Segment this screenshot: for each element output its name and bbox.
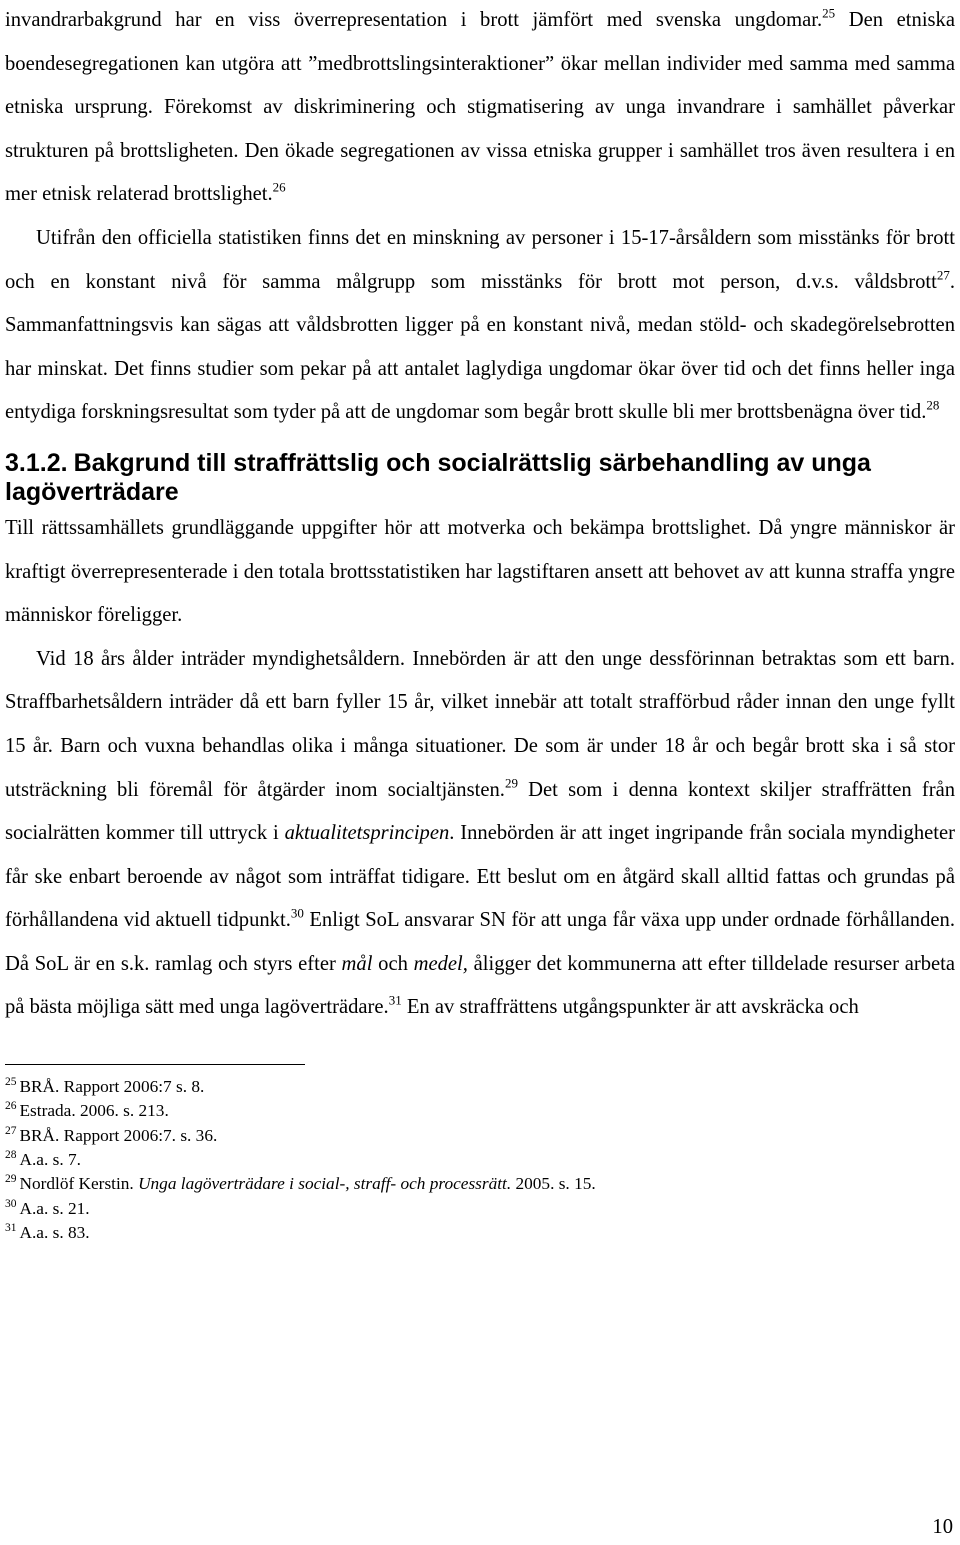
footnote-number: 29 xyxy=(5,1173,17,1186)
document-page xyxy=(5,0,955,1245)
footnote-item xyxy=(5,1124,955,1148)
footnote-text: BRÅ. Rapport 2006:7 s. 8. xyxy=(19,1077,205,1097)
footnote-ref-27[interactable]: 27 xyxy=(936,267,950,283)
paragraph-text: Det som i denna kontext skiljer straffrätten från socialrätten kommer till uttryck i xyxy=(5,778,955,845)
section-title: Bakgrund till straffrättslig och socialrättslig särbehandling av unga lagöverträdare xyxy=(5,448,871,506)
page-number: 10 xyxy=(932,1516,953,1538)
paragraph-text: . Sammanfattningsvis kan sägas att våldsbrotten ligger på en konstant nivå, medan stöld- och skadegörelsebrotten har minskat. Det finns studier som pekar på att antalet laglydiga ungdomar ökar över tid och det finns heller inga entydiga forskningsresultat som tyder på att de ungdomar som begår brott skulle bli mer brottsbenägna över tid. xyxy=(5,270,955,424)
footnote-text: A.a. s. 21. xyxy=(19,1198,90,1218)
paragraph-text: Enligt SoL ansvarar SN för att unga får växa upp under ordnade förhållanden. Då SoL är en s.k. ramlag och styrs efter xyxy=(5,909,955,975)
footnote-item xyxy=(5,1075,955,1099)
footnote-item xyxy=(5,1221,955,1245)
emphasis-term: mål xyxy=(341,952,373,975)
emphasis-term: aktualitetsprincipen xyxy=(284,822,450,845)
paragraph-text: åligger det kommunerna att efter tilldelade resurser arbeta på bästa möjliga sätt med unga lagöverträdare. xyxy=(5,952,955,1019)
paragraph-background xyxy=(5,507,955,638)
footnotes xyxy=(5,1075,955,1245)
paragraph-text: Utifrån den officiella statistiken finns det en minskning av personer i 15-17-årsåldern som misstänks för brott och en konstant nivå för samma målgrupp som misstänks för brott mot person, d.v.s. våldsbrott xyxy=(5,226,955,293)
footnote-item xyxy=(5,1148,955,1172)
section-heading xyxy=(5,449,955,507)
paragraph-text: Vid 18 års ålder inträder myndighetsåldern. Innebörden är att den unge dessförinnan betraktas som ett barn. Straffbarhetsåldern inträder då ett barn fyller 15 år, vilket innebär att totalt strafförbud råder innan den unge fyllt 15 år. Barn och vuxna behandlas olika i många situationer. De som är under 18 år och begår brott ska i så stor utsträckning bli föremål för åtgärder inom socialtjänsten. xyxy=(5,647,955,801)
paragraph-text: invandrarbakgrund har en viss överrepresentation i brott jämfört med svenska ungdomar. xyxy=(5,9,823,31)
footnote-text: A.a. s. 7. xyxy=(19,1149,81,1169)
footnote-number: 27 xyxy=(5,1124,17,1137)
footnote-number: 26 xyxy=(5,1100,17,1113)
footnote-ref-26[interactable]: 26 xyxy=(272,179,286,195)
footnote-text: BRÅ. Rapport 2006:7. s. 36. xyxy=(19,1125,218,1145)
footnote-ref-30[interactable]: 30 xyxy=(290,905,304,921)
footnote-divider xyxy=(5,1064,305,1065)
footnote-item xyxy=(5,1099,955,1123)
paragraph-majority-age xyxy=(5,638,955,1030)
paragraph-text: Till rättssamhällets grundläggande uppgifter hör att motverka och bekämpa brottslighet. Då yngre människor är kraftigt överrepresenterade i den totala brottsstatistiken har lagstiftaren ansett att behovet av att kunna straffa yngre människor föreligger. xyxy=(5,516,955,627)
paragraph-text: Den etniska boendesegregationen kan utgöra att ”medbrottslingsinteraktioner” ökar mellan individer med samma med samma etniska ursprung. Förekomst av diskriminering och stigmatisering av unga invandrare i samhället påverkar strukturen på brottsligheten. Den ökade segregationen av vissa etniska grupper i samhället tros även resultera i en mer etnisk relaterad brottslighet. xyxy=(5,9,955,206)
footnote-number: 30 xyxy=(5,1197,17,1210)
footnote-ref-25[interactable]: 25 xyxy=(822,5,836,21)
paragraph-text: och xyxy=(372,952,414,975)
paragraph-text: En av straffrättens utgångspunkter är att avskräcka och xyxy=(401,996,859,1019)
section-number: 3.1.2. xyxy=(5,448,68,477)
footnote-text: Nordlöf Kerstin. xyxy=(19,1174,139,1194)
footnote-number: 28 xyxy=(5,1149,17,1162)
footnote-ref-31[interactable]: 31 xyxy=(388,993,402,1009)
footnote-item xyxy=(5,1172,955,1196)
footnote-text: 2005. s. 15. xyxy=(511,1174,596,1194)
footnote-item xyxy=(5,1197,955,1221)
footnote-text: Estrada. 2006. s. 213. xyxy=(19,1101,169,1121)
footnote-ref-29[interactable]: 29 xyxy=(504,775,518,791)
footnote-ref-28[interactable]: 28 xyxy=(926,397,940,413)
paragraph-statistics xyxy=(5,217,955,435)
footnote-title: Unga lagöverträdare i social-, straff- och processrätt. xyxy=(138,1174,512,1194)
paragraph-segregation xyxy=(5,0,955,217)
footnote-text: A.a. s. 83. xyxy=(19,1222,90,1242)
footnote-number: 31 xyxy=(5,1221,17,1234)
paragraph-text: . Innebörden är att inget ingripande från sociala myndigheter får ske enbart beroende av något som inträffat tidigare. Ett beslut om en åtgärd skall alltid fattas och grundas på förhållandena vid aktuell tidpunkt. xyxy=(5,822,955,932)
emphasis-term: medel, xyxy=(413,952,468,975)
footnote-number: 25 xyxy=(5,1076,17,1089)
